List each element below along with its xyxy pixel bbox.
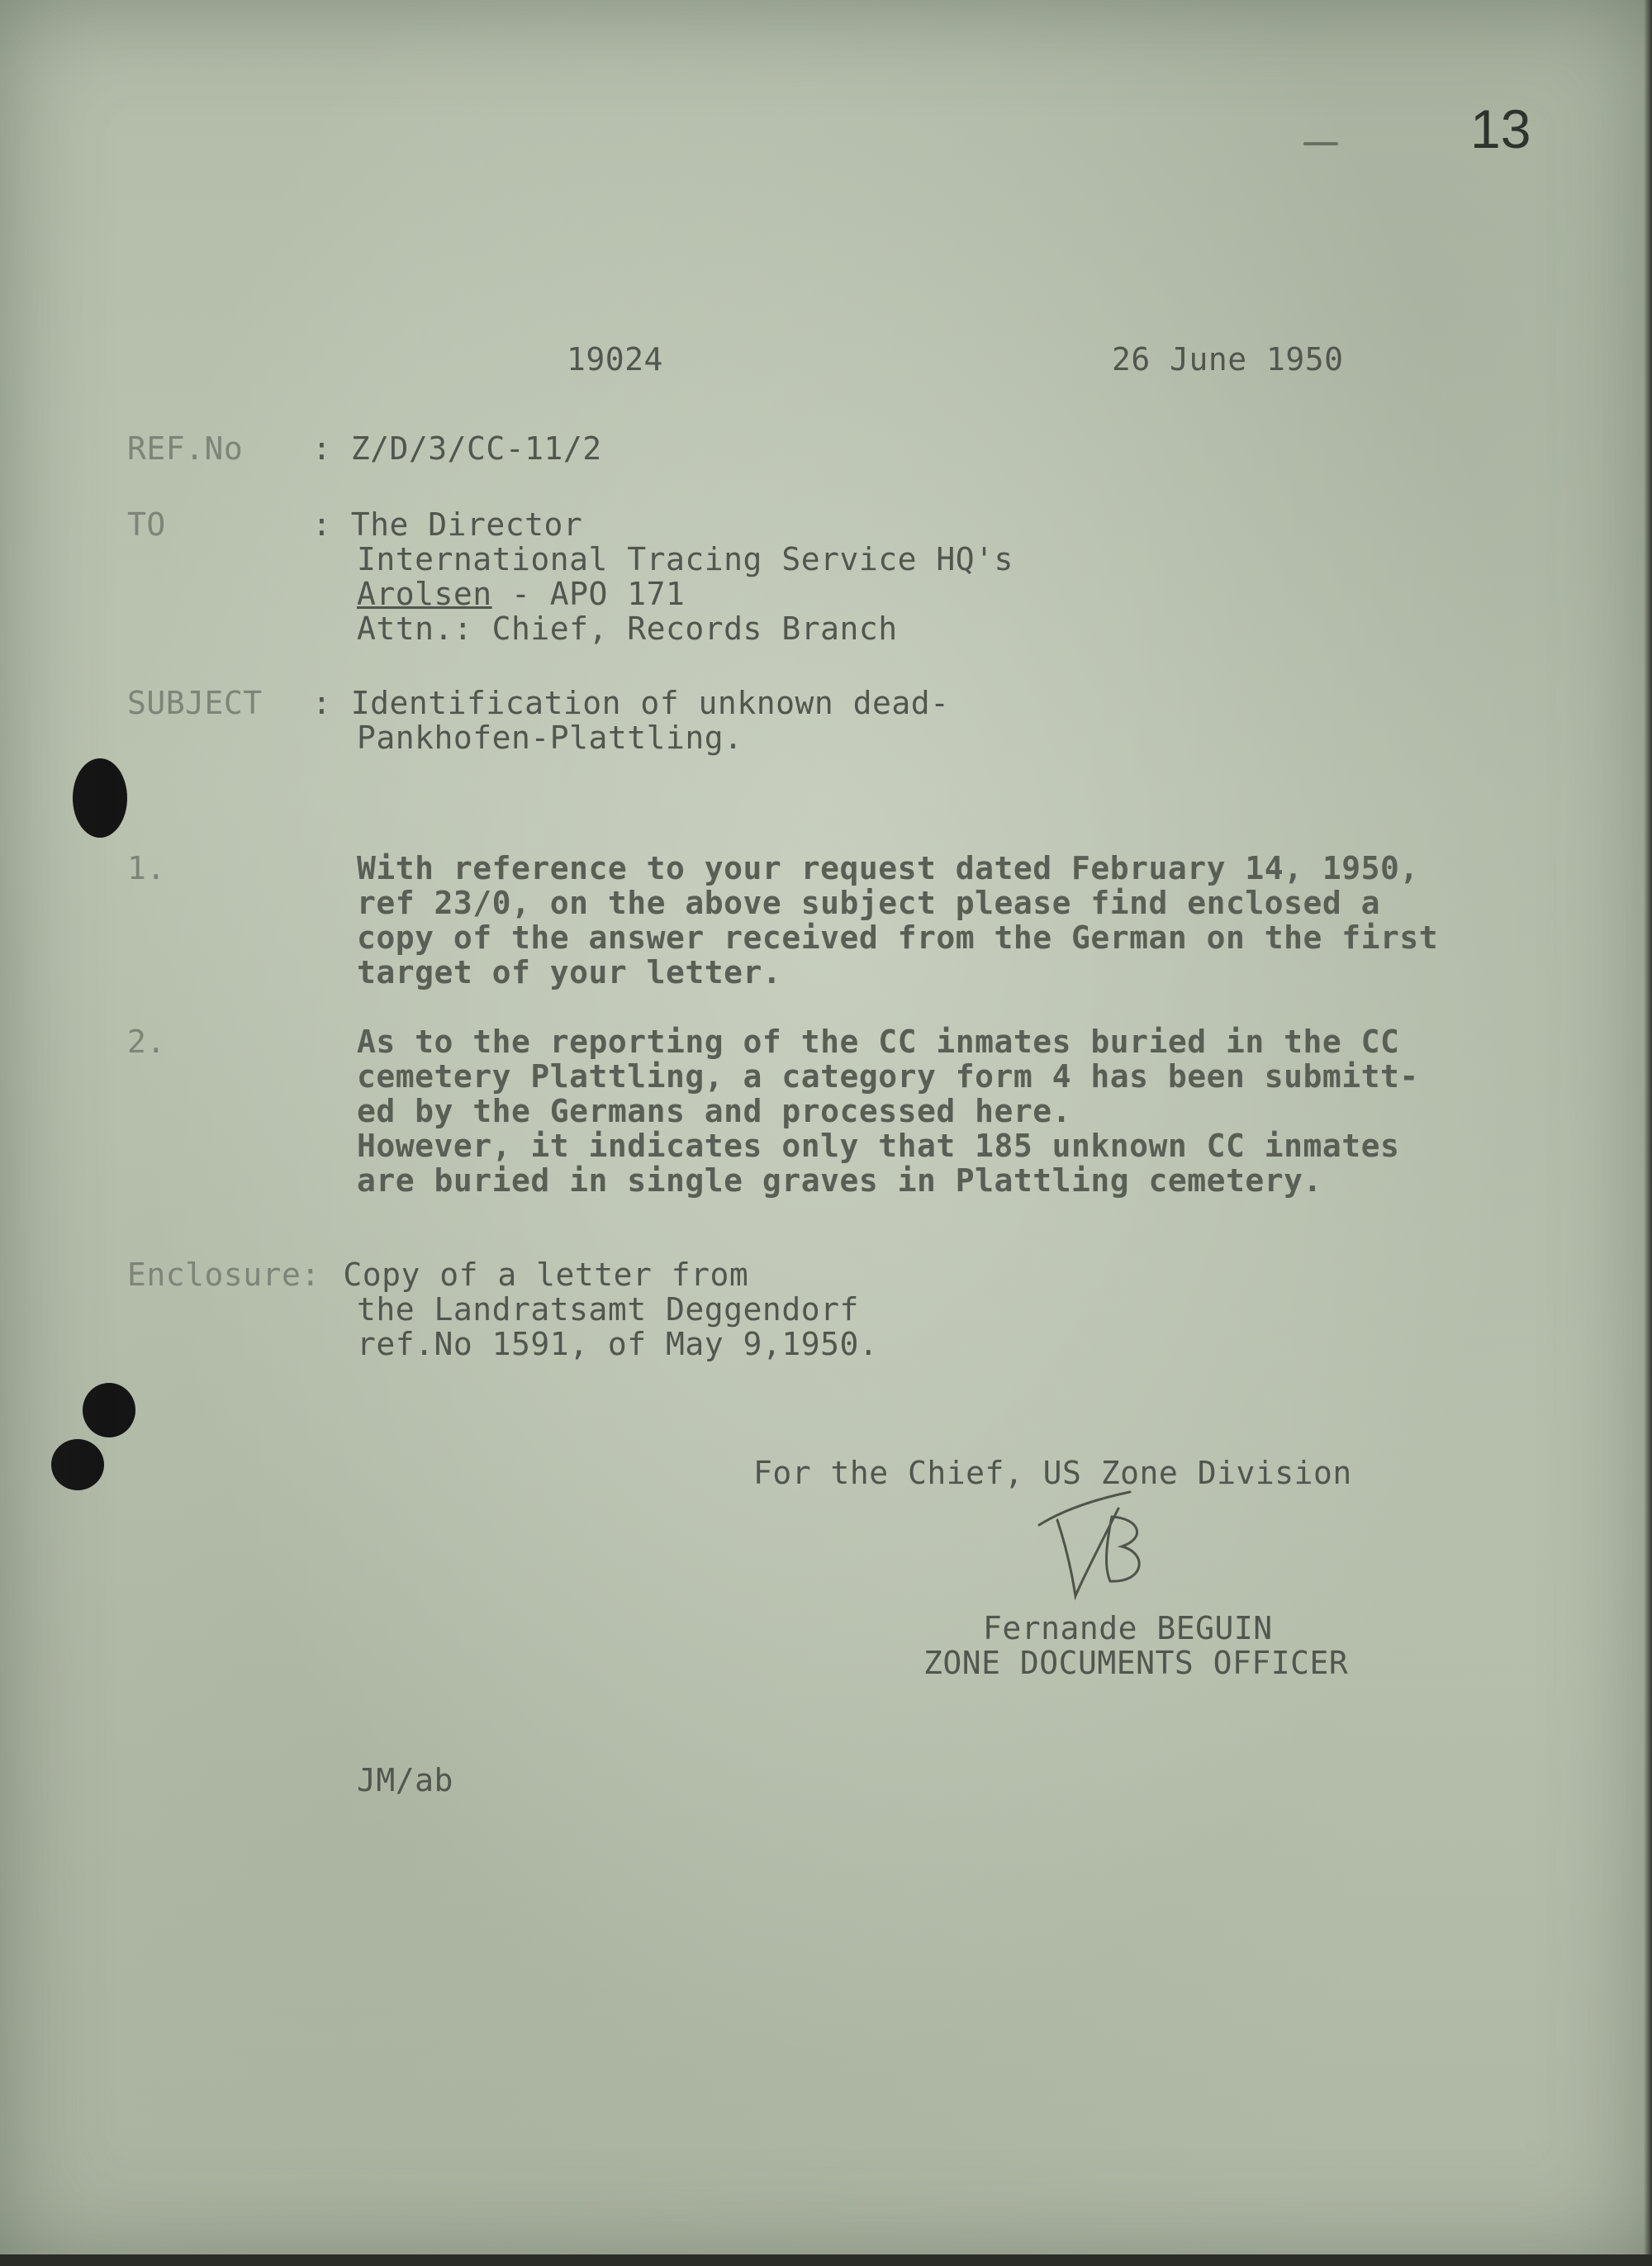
file-number: 19024 <box>567 341 663 378</box>
scan-edge-right <box>1644 0 1652 2266</box>
subject-line-1: : Identification of unknown dead- <box>312 685 950 721</box>
to-line-1: : The Director <box>312 506 583 543</box>
signer-title: ZONE DOCUMENTS OFFICER <box>923 1645 1349 1681</box>
signature-for-line: For the Chief, US Zone Division <box>753 1455 1352 1491</box>
paragraph-1-line-1: With reference to your request dated February 14, 1950, <box>357 850 1419 886</box>
to-line-2: International Tracing Service HQ's <box>357 541 1014 577</box>
to-city: Arolsen <box>357 576 492 612</box>
pencil-mark <box>1303 142 1338 145</box>
subject-label: SUBJECT <box>127 685 263 721</box>
handwritten-initials-signature <box>1032 1484 1165 1608</box>
punch-hole-bottom <box>51 1439 104 1490</box>
paragraph-2-line-1: As to the reporting of the CC inmates buried in the CC <box>357 1024 1400 1060</box>
paragraph-1-line-4: target of your letter. <box>357 954 782 990</box>
enclosure-line-3: ref.No 1591, of May 9,1950. <box>357 1326 879 1362</box>
to-line-4: Attn.: Chief, Records Branch <box>357 610 898 647</box>
to-line-3 <box>357 577 685 612</box>
ref-label: REF.No <box>127 430 244 467</box>
enclosure-label: Enclosure: <box>127 1257 320 1293</box>
enclosure-line-1: Copy of a letter from <box>324 1257 749 1293</box>
paragraph-1-line-3: copy of the answer received from the German on the first <box>357 919 1439 956</box>
letter-date: 26 June 1950 <box>1112 341 1344 378</box>
punch-hole-top <box>73 758 127 838</box>
scan-edge-bottom <box>0 2254 1652 2266</box>
paragraph-1-number: 1. <box>127 850 166 886</box>
to-label: TO <box>127 506 166 543</box>
to-apo: - APO 171 <box>491 576 686 612</box>
typist-initials: JM/ab <box>357 1762 453 1798</box>
ref-value: : Z/D/3/CC-11/2 <box>312 430 602 467</box>
enclosure-line-2: the Landratsamt Deggendorf <box>357 1291 859 1328</box>
paragraph-2-line-5: are buried in single graves in Plattling cemetery. <box>357 1162 1322 1199</box>
signer-name: Fernande BEGUIN <box>983 1610 1273 1646</box>
paragraph-1-line-2: ref 23/0, on the above subject please find enclosed a <box>357 885 1381 921</box>
paragraph-2-number: 2. <box>127 1024 166 1060</box>
paragraph-2-line-2: cemetery Plattling, a category form 4 has been submitt- <box>357 1058 1419 1095</box>
paragraph-2-line-4: However, it indicates only that 185 unknown CC inmates <box>357 1128 1400 1164</box>
page-number: 13 <box>1470 98 1531 159</box>
subject-line-2: Pankhofen-Plattling. <box>357 720 743 756</box>
punch-hole-middle <box>83 1383 135 1437</box>
paragraph-2-line-3: ed by the Germans and processed here. <box>357 1093 1071 1129</box>
